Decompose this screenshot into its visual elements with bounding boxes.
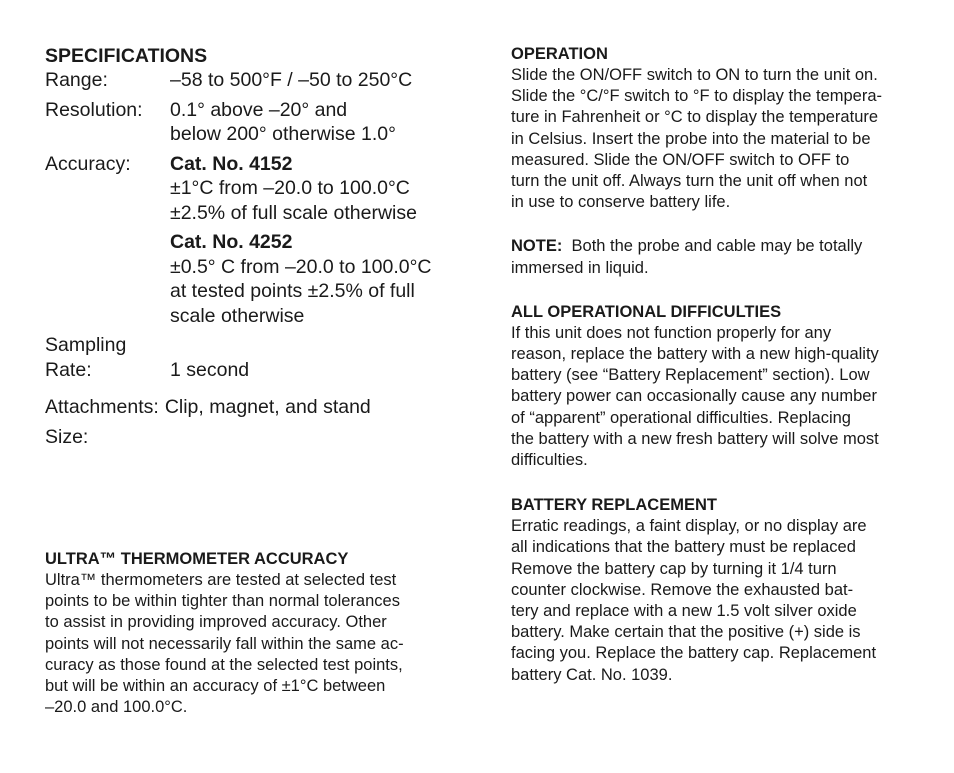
resolution-value	[170, 98, 465, 147]
note-text: Both the probe and cable may be totally	[571, 237, 863, 256]
resolution-line: 0.1° above –20° and	[170, 98, 348, 121]
difficulties-line: of “apparent” operational difficulties. Replacing	[511, 408, 851, 427]
note-line	[511, 236, 921, 257]
difficulties-line: difficulties.	[511, 451, 588, 470]
ultra-paragraph	[45, 570, 465, 718]
operation-line: ture in Fahrenheit or °C to display the temperature	[511, 108, 879, 127]
ultra-section	[45, 549, 465, 718]
operation-line: in use to conserve battery life.	[511, 193, 731, 212]
battery-line: all indications that the battery must be replaced	[511, 538, 856, 557]
difficulties-line: battery (see “Battery Replacement” section). Low	[511, 366, 870, 385]
ultra-line: –20.0 and 100.0°C.	[45, 698, 188, 717]
operation-heading: OPERATION	[511, 45, 608, 63]
battery-line: battery Cat. No. 1039.	[511, 665, 673, 684]
right-column	[511, 44, 921, 686]
accuracy-line: ±1°C from –20.0 to 100.0°C	[170, 177, 410, 199]
accuracy-line: ±0.5° C from –20.0 to 100.0°C	[170, 255, 432, 278]
resolution-line: below 200° otherwise 1.0°	[170, 123, 396, 145]
accuracy-model-a: Cat. No. 4152	[170, 152, 293, 175]
specifications-heading: SPECIFICATIONS	[45, 45, 208, 67]
spec-accuracy	[45, 152, 465, 329]
difficulties-heading: ALL OPERATIONAL DIFFICULTIES	[511, 302, 782, 321]
difficulties-line: the battery with a new fresh battery will solve most	[511, 429, 879, 448]
ultra-line: points will not necessarily fall within the same ac-	[45, 634, 404, 653]
operation-line: turn the unit off. Always turn the unit off when not	[511, 172, 868, 191]
accuracy-line: ±2.5% of full scale otherwise	[170, 201, 417, 224]
range-value: –58 to 500°F / –50 to 250°C	[170, 69, 413, 91]
battery-line: counter clockwise. Remove the exhausted bat-	[511, 580, 854, 599]
battery-line: tery and replace with a new 1.5 volt silver oxide	[511, 602, 857, 621]
battery-line: facing you. Replace the battery cap. Replacement	[511, 644, 877, 663]
ultra-line: but will be within an accuracy of ±1°C between	[45, 677, 386, 696]
difficulties-line: battery power can occasionally cause any number	[511, 387, 877, 406]
operation-line: in Celsius. Insert the probe into the material to be	[511, 129, 871, 148]
rate-label: Rate:	[45, 358, 92, 381]
spec-resolution	[45, 98, 465, 147]
note-line: immersed in liquid.	[511, 258, 649, 277]
attachments-label: Attachments:	[45, 396, 159, 418]
accuracy-value	[170, 152, 465, 329]
spec-attachments	[45, 395, 465, 420]
difficulties-line: reason, replace the battery with a new high-quality	[511, 345, 879, 364]
size-label: Size:	[45, 425, 89, 448]
difficulties-paragraph	[511, 323, 921, 471]
operation-line: Slide the °C/°F switch to °F to display the tempera-	[511, 87, 883, 106]
note-paragraph	[511, 236, 921, 278]
accuracy-line: at tested points ±2.5% of full	[170, 280, 415, 302]
accuracy-label: Accuracy:	[45, 152, 131, 175]
battery-heading: BATTERY REPLACEMENT	[511, 496, 717, 515]
attachments-value: Clip, magnet, and stand	[164, 396, 371, 418]
ultra-heading: ULTRA™ THERMOMETER ACCURACY	[45, 550, 349, 568]
ultra-line: curacy as those found at the selected test points,	[45, 655, 403, 674]
battery-line: Remove the battery cap by turning it 1/4 turn	[511, 559, 837, 578]
battery-line: battery. Make certain that the positive (+) side is	[511, 623, 861, 642]
range-label: Range:	[45, 69, 108, 91]
ultra-line: points to be within tighter than normal tolerances	[45, 592, 400, 611]
ultra-line: to assist in providing improved accuracy. Other	[45, 613, 387, 632]
note-label: NOTE:	[511, 237, 563, 256]
spec-size	[45, 425, 465, 450]
resolution-label: Resolution:	[45, 98, 143, 121]
operation-paragraph	[511, 65, 921, 213]
difficulties-line: If this unit does not function properly for any	[511, 323, 832, 342]
spec-range	[45, 68, 465, 93]
operation-line: Slide the ON/OFF switch to ON to turn the unit on.	[511, 66, 878, 84]
battery-line: Erratic readings, a faint display, or no display are	[511, 517, 867, 536]
left-column	[45, 44, 465, 718]
accuracy-model-b: Cat. No. 4252	[170, 231, 293, 253]
spec-sampling-rate	[45, 358, 465, 383]
spec-sampling	[45, 333, 465, 358]
battery-paragraph	[511, 516, 921, 686]
sampling-value: 1 second	[170, 358, 250, 381]
operation-line: measured. Slide the ON/OFF switch to OFF to	[511, 150, 850, 169]
sampling-label: Sampling	[45, 334, 127, 356]
accuracy-line: scale otherwise	[170, 304, 305, 327]
ultra-line: Ultra™ thermometers are tested at selected test	[45, 571, 397, 589]
